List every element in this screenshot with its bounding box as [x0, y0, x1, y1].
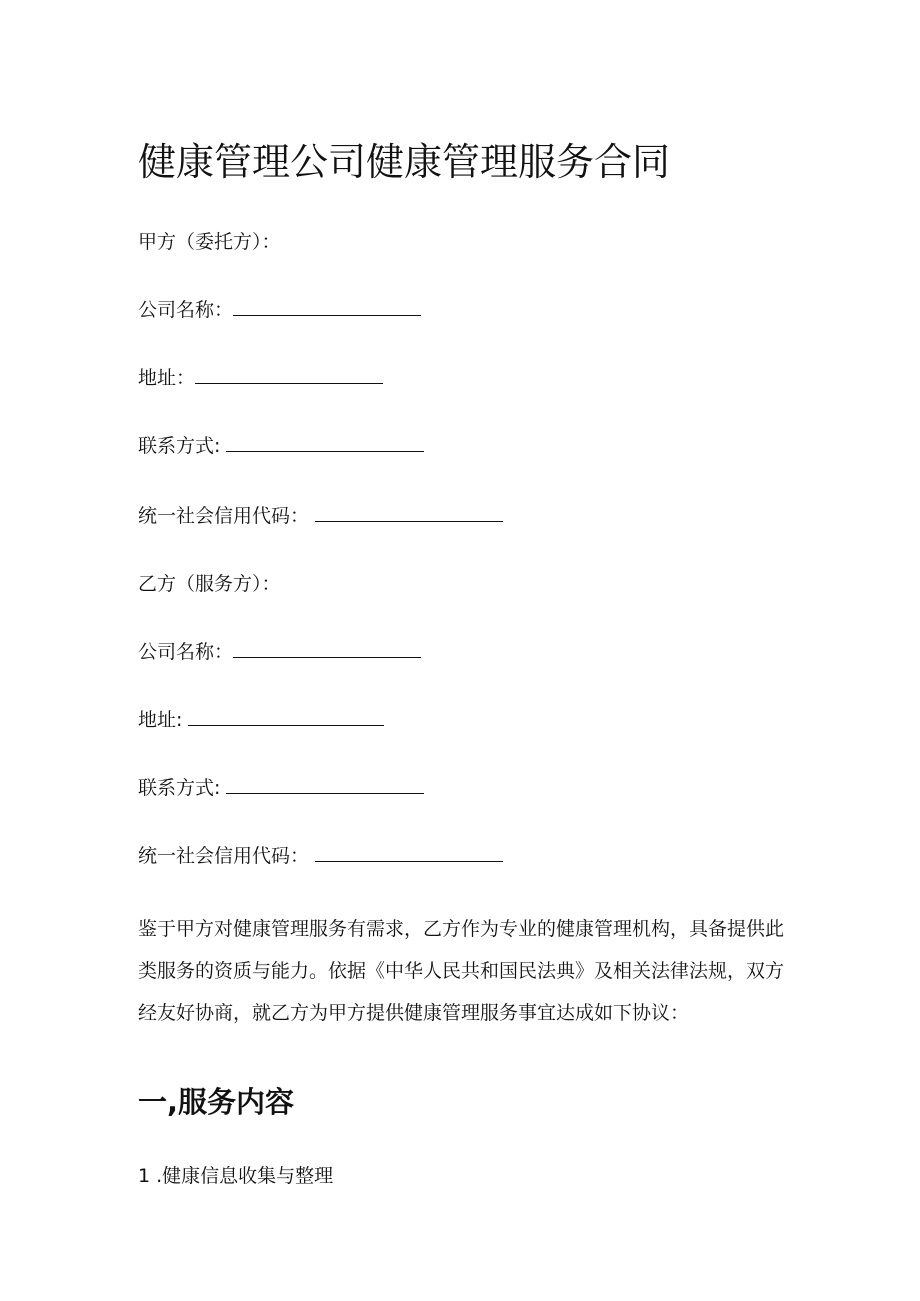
party-b-company-label: 公司名称： — [138, 641, 234, 663]
party-b-credit-code-blank — [315, 843, 503, 862]
party-a-address-row — [138, 364, 383, 392]
party-b-address-label: 地址: — [138, 709, 183, 731]
party-b-credit-code-row — [138, 842, 503, 870]
section-1-heading: 一,服务内容 — [138, 1085, 295, 1119]
party-b-contact-row — [138, 774, 424, 802]
party-a-company-blank — [233, 297, 421, 316]
section-1-item-1: 1 .健康信息收集与整理 — [138, 1165, 334, 1187]
party-b-credit-code-label: 统一社会信用代码： — [138, 845, 310, 867]
preamble-paragraph: 鉴于甲方对健康管理服务有需求，乙方作为专业的健康管理机构，具备提供此类服务的资质与能力。依据《中华人民共和国民法典》及相关法律法规，双方经友好协商，就乙方为甲方提供健康管理服务事宜达成如下协议： — [138, 918, 785, 1024]
party-a-contact-label: 联系方式: — [138, 435, 221, 457]
party-b-heading: 乙方（服务方）： — [138, 573, 281, 595]
party-a-credit-code-blank — [315, 503, 503, 522]
party-a-company-row — [138, 296, 421, 324]
party-a-credit-code-row — [138, 502, 503, 530]
party-b-address-blank — [188, 707, 384, 726]
party-b-company-blank — [233, 639, 421, 658]
party-a-heading: 甲方（委托方）： — [138, 231, 281, 253]
party-a-company-label: 公司名称： — [138, 299, 234, 321]
party-b-contact-label: 联系方式: — [138, 777, 221, 799]
party-b-company-row — [138, 638, 421, 666]
party-a-credit-code-label: 统一社会信用代码： — [138, 505, 310, 527]
contract-title: 健康管理公司健康管理服务合同 — [138, 140, 671, 184]
party-a-contact-blank — [226, 433, 424, 452]
party-a-contact-row — [138, 432, 424, 460]
party-a-address-blank — [195, 365, 383, 384]
party-b-address-row — [138, 706, 384, 734]
party-a-address-label: 地址： — [138, 367, 196, 389]
party-b-contact-blank — [226, 775, 424, 794]
